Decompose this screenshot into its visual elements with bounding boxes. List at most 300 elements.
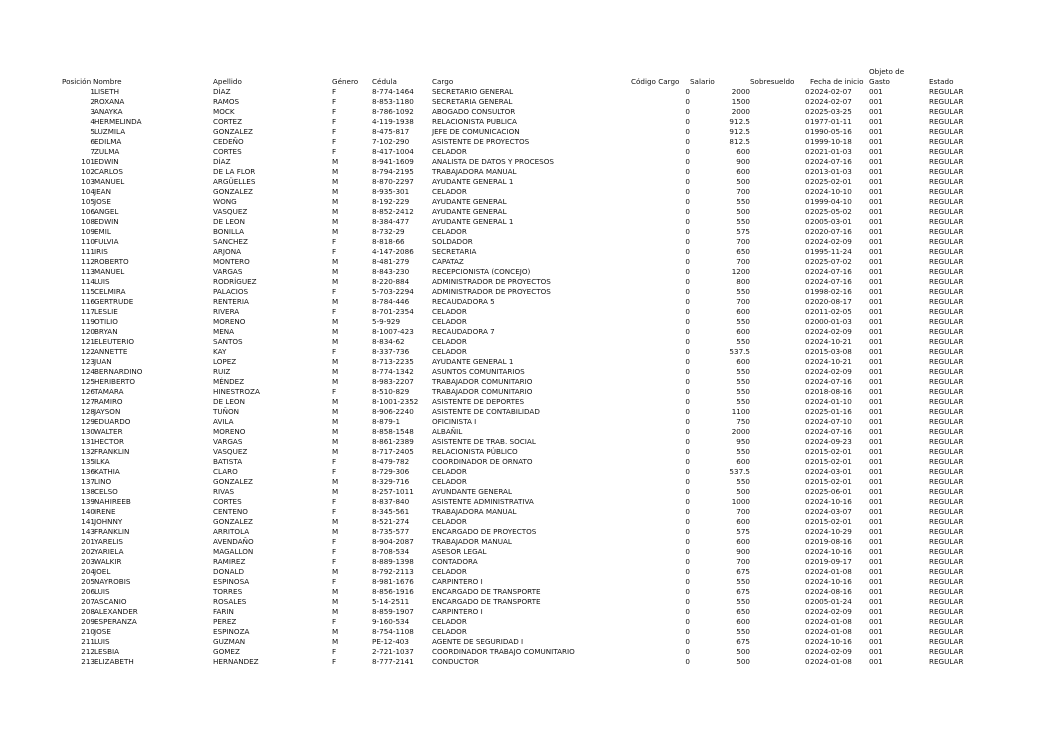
cell-cedula: PE-12-403 (372, 637, 409, 646)
cell-estado: REGULAR (929, 617, 964, 626)
cell-posicion: 135 (81, 457, 95, 466)
header-codigo-cargo: Código Cargo (631, 77, 680, 86)
cell-estado: REGULAR (929, 237, 964, 246)
cell-sobresueldo: 0 (805, 567, 810, 576)
cell-genero: M (332, 257, 339, 266)
cell-genero: M (332, 227, 339, 236)
cell-salario: 912.5 (729, 117, 750, 126)
cell-salario: 1100 (731, 407, 750, 416)
cell-apellido: AVENDAÑO (213, 537, 254, 546)
cell-cedula: 8-717-2405 (372, 447, 414, 456)
cell-fecha-inicio: 2013-01-03 (810, 167, 852, 176)
cell-codigo-cargo: 0 (685, 467, 690, 476)
cell-nombre: LUIS (94, 587, 110, 596)
cell-salario: 675 (736, 567, 750, 576)
cell-cedula: 8-843-230 (372, 267, 410, 276)
cell-cedula: 8-713-2235 (372, 357, 414, 366)
cell-nombre: JOSE (94, 197, 111, 206)
cell-salario: 1200 (731, 267, 750, 276)
cell-cedula: 8-784-446 (372, 297, 410, 306)
cell-cedula: 8-941-1609 (372, 157, 414, 166)
cell-cargo: ASISTENTE DE PROYECTOS (432, 137, 530, 146)
cell-nombre: ELIZABETH (94, 657, 134, 666)
header-objeto-gasto-line2: Gasto (869, 77, 890, 86)
cell-fecha-inicio: 2024-02-07 (810, 97, 852, 106)
cell-posicion: 111 (81, 247, 95, 256)
cell-apellido: PEREZ (213, 617, 237, 626)
cell-cedula: 8-935-301 (372, 187, 410, 196)
cell-posicion: 116 (81, 297, 95, 306)
cell-cargo: ASESOR LEGAL (432, 547, 487, 556)
cell-salario: 600 (736, 327, 750, 336)
cell-nombre: LUZMILA (94, 127, 126, 136)
cell-cedula: 4-119-1938 (372, 117, 414, 126)
cell-cedula: 8-774-1342 (372, 367, 414, 376)
cell-objeto-gasto: 001 (869, 137, 883, 146)
cell-posicion: 124 (81, 367, 95, 376)
cell-apellido: HERNANDEZ (213, 657, 259, 666)
cell-salario: 600 (736, 457, 750, 466)
cell-salario: 812.5 (729, 137, 750, 146)
cell-sobresueldo: 0 (805, 577, 810, 586)
cell-sobresueldo: 0 (805, 547, 810, 556)
cell-sobresueldo: 0 (805, 397, 810, 406)
cell-cargo: CELADOR (432, 307, 467, 316)
cell-apellido: CORTES (213, 147, 242, 156)
cell-apellido: RODRÍGUEZ (213, 277, 257, 286)
cell-cedula: 5-703-2294 (372, 287, 414, 296)
cell-apellido: HINESTROZA (213, 387, 260, 396)
cell-estado: REGULAR (929, 537, 964, 546)
cell-genero: F (332, 617, 337, 626)
cell-apellido: RAMIREZ (213, 557, 246, 566)
cell-nombre: MANUEL (94, 177, 125, 186)
cell-objeto-gasto: 001 (869, 557, 883, 566)
cell-cargo: ADMINISTRADOR DE PROYECTOS (432, 287, 551, 296)
cell-fecha-inicio: 2024-02-09 (810, 237, 852, 246)
cell-codigo-cargo: 0 (685, 207, 690, 216)
cell-cargo: CARPINTERO I (432, 577, 483, 586)
cell-cedula: 7-102-290 (372, 137, 410, 146)
cell-fecha-inicio: 2024-02-09 (810, 327, 852, 336)
cell-cargo: COORDINADOR TRABAJO COMUNITARIO (432, 647, 575, 656)
cell-genero: M (332, 527, 339, 536)
cell-objeto-gasto: 001 (869, 197, 883, 206)
cell-sobresueldo: 0 (805, 97, 810, 106)
cell-cedula: 8-774-1464 (372, 87, 414, 96)
cell-cargo: ENCARGADO DE TRANSPORTE (432, 597, 541, 606)
cell-estado: REGULAR (929, 227, 964, 236)
cell-apellido: ARGÜELLES (213, 177, 256, 186)
cell-posicion: 125 (81, 377, 95, 386)
cell-apellido: DE LEON (213, 397, 245, 406)
cell-codigo-cargo: 0 (685, 127, 690, 136)
cell-cedula: 8-481-279 (372, 257, 410, 266)
cell-nombre: JOHNNY (94, 517, 123, 526)
cell-estado: REGULAR (929, 187, 964, 196)
cell-codigo-cargo: 0 (685, 377, 690, 386)
cell-posicion: 114 (81, 277, 95, 286)
cell-objeto-gasto: 001 (869, 517, 883, 526)
cell-genero: M (332, 267, 339, 276)
cell-genero: M (332, 407, 339, 416)
cell-nombre: ZULMA (94, 147, 120, 156)
cell-sobresueldo: 0 (805, 237, 810, 246)
cell-posicion: 131 (81, 437, 95, 446)
cell-estado: REGULAR (929, 377, 964, 386)
cell-fecha-inicio: 2024-10-21 (810, 337, 852, 346)
cell-apellido: SANCHEZ (213, 237, 248, 246)
cell-genero: F (332, 577, 337, 586)
cell-salario: 2000 (731, 87, 750, 96)
cell-posicion: 110 (81, 237, 95, 246)
cell-codigo-cargo: 0 (685, 107, 690, 116)
cell-nombre: HECTOR (94, 437, 125, 446)
cell-cedula: 8-794-2195 (372, 167, 414, 176)
cell-nombre: RAMIRO (94, 397, 123, 406)
cell-genero: F (332, 457, 337, 466)
cell-codigo-cargo: 0 (685, 647, 690, 656)
cell-objeto-gasto: 001 (869, 247, 883, 256)
cell-estado: REGULAR (929, 567, 964, 576)
cell-fecha-inicio: 2024-10-16 (810, 577, 852, 586)
cell-objeto-gasto: 001 (869, 497, 883, 506)
cell-apellido: PALACIOS (213, 287, 249, 296)
cell-salario: 650 (736, 607, 750, 616)
cell-sobresueldo: 0 (805, 507, 810, 516)
cell-apellido: MAGALLON (213, 547, 254, 556)
cell-genero: M (332, 477, 339, 486)
cell-nombre: BERNARDINO (94, 367, 143, 376)
cell-posicion: 109 (81, 227, 95, 236)
cell-salario: 550 (736, 387, 750, 396)
cell-sobresueldo: 0 (805, 157, 810, 166)
cell-fecha-inicio: 2025-03-25 (810, 107, 852, 116)
cell-sobresueldo: 0 (805, 497, 810, 506)
cell-sobresueldo: 0 (805, 367, 810, 376)
cell-apellido: ARRITOLA (213, 527, 250, 536)
cell-cedula: 8-732-29 (372, 227, 405, 236)
cell-objeto-gasto: 001 (869, 157, 883, 166)
cell-fecha-inicio: 2024-07-16 (810, 267, 852, 276)
cell-cargo: ASISTENTE DE TRAB. SOCIAL (432, 437, 536, 446)
cell-fecha-inicio: 2020-07-16 (810, 227, 852, 236)
cell-apellido: TUÑON (213, 407, 240, 416)
cell-salario: 550 (736, 627, 750, 636)
cell-fecha-inicio: 1999-10-18 (810, 137, 852, 146)
cell-objeto-gasto: 001 (869, 297, 883, 306)
cell-estado: REGULAR (929, 287, 964, 296)
cell-fecha-inicio: 2024-01-08 (810, 617, 852, 626)
cell-nombre: JEAN (94, 187, 111, 196)
cell-genero: M (332, 397, 339, 406)
cell-objeto-gasto: 001 (869, 457, 883, 466)
cell-cedula: 8-786-1092 (372, 107, 414, 116)
cell-objeto-gasto: 001 (869, 257, 883, 266)
cell-cedula: 8-475-817 (372, 127, 410, 136)
cell-genero: F (332, 107, 337, 116)
cell-sobresueldo: 0 (805, 337, 810, 346)
cell-genero: M (332, 357, 339, 366)
cell-objeto-gasto: 001 (869, 467, 883, 476)
cell-cedula: 8-729-306 (372, 467, 410, 476)
cell-cedula: 8-879-1 (372, 417, 401, 426)
cell-posicion: 209 (81, 617, 95, 626)
cell-salario: 912.5 (729, 127, 750, 136)
cell-cedula: 8-510-829 (372, 387, 410, 396)
cell-cargo: ENCARGADO DE TRANSPORTE (432, 587, 541, 596)
cell-objeto-gasto: 001 (869, 187, 883, 196)
cell-posicion: 210 (81, 627, 95, 636)
cell-estado: REGULAR (929, 517, 964, 526)
cell-posicion: 206 (81, 587, 95, 596)
cell-cedula: 8-1001-2352 (372, 397, 419, 406)
cell-salario: 550 (736, 447, 750, 456)
cell-nombre: CELMIRA (94, 287, 126, 296)
cell-posicion: 122 (81, 347, 95, 356)
cell-codigo-cargo: 0 (685, 87, 690, 96)
cell-fecha-inicio: 2024-01-10 (810, 397, 852, 406)
cell-cedula: 8-754-1108 (372, 627, 414, 636)
cell-apellido: RIVAS (213, 487, 235, 496)
cell-nombre: LUIS (94, 277, 110, 286)
cell-salario: 700 (736, 557, 750, 566)
cell-codigo-cargo: 0 (685, 177, 690, 186)
cell-cedula: 8-792-2113 (372, 567, 414, 576)
cell-objeto-gasto: 001 (869, 287, 883, 296)
cell-fecha-inicio: 2015-02-01 (810, 477, 852, 486)
cell-salario: 550 (736, 317, 750, 326)
cell-estado: REGULAR (929, 137, 964, 146)
cell-genero: M (332, 217, 339, 226)
cell-apellido: DE LEON (213, 217, 245, 226)
cell-cargo: COORDINADOR DE ORNATO (432, 457, 533, 466)
header-nombre: Nombre (93, 77, 122, 86)
cell-nombre: ROBERTO (94, 257, 129, 266)
cell-nombre: EDWIN (94, 217, 119, 226)
cell-cargo: TRABAJADORA MANUAL (432, 507, 517, 516)
cell-cedula: 5-14-2511 (372, 597, 410, 606)
cell-objeto-gasto: 001 (869, 217, 883, 226)
cell-estado: REGULAR (929, 397, 964, 406)
cell-salario: 500 (736, 657, 750, 666)
cell-cargo: ASISTENTE DE CONTABILIDAD (432, 407, 540, 416)
cell-salario: 2000 (731, 107, 750, 116)
cell-estado: REGULAR (929, 327, 964, 336)
cell-sobresueldo: 0 (805, 447, 810, 456)
cell-fecha-inicio: 1990-05-16 (810, 127, 852, 136)
cell-estado: REGULAR (929, 587, 964, 596)
cell-cedula: 8-853-1180 (372, 97, 414, 106)
cell-sobresueldo: 0 (805, 167, 810, 176)
cell-estado: REGULAR (929, 427, 964, 436)
cell-estado: REGULAR (929, 127, 964, 136)
cell-salario: 750 (736, 417, 750, 426)
cell-estado: REGULAR (929, 597, 964, 606)
cell-objeto-gasto: 001 (869, 277, 883, 286)
cell-fecha-inicio: 2019-09-17 (810, 557, 852, 566)
cell-objeto-gasto: 001 (869, 597, 883, 606)
cell-sobresueldo: 0 (805, 427, 810, 436)
cell-apellido: TORRES (213, 587, 243, 596)
cell-posicion: 140 (81, 507, 95, 516)
cell-estado: REGULAR (929, 417, 964, 426)
cell-posicion: 5 (90, 127, 95, 136)
header-sobresueldo: Sobresueldo (750, 77, 795, 86)
cell-fecha-inicio: 2024-10-16 (810, 547, 852, 556)
cell-salario: 1500 (731, 97, 750, 106)
cell-nombre: LINO (94, 477, 112, 486)
cell-sobresueldo: 0 (805, 347, 810, 356)
cell-estado: REGULAR (929, 107, 964, 116)
cell-objeto-gasto: 001 (869, 127, 883, 136)
cell-posicion: 201 (81, 537, 95, 546)
cell-cargo: CELADOR (432, 467, 467, 476)
cell-apellido: VARGAS (213, 267, 243, 276)
cell-estado: REGULAR (929, 257, 964, 266)
cell-objeto-gasto: 001 (869, 657, 883, 666)
cell-cargo: ENCARGADO DE PROYECTOS (432, 527, 537, 536)
cell-apellido: MORENO (213, 317, 246, 326)
cell-codigo-cargo: 0 (685, 337, 690, 346)
cell-objeto-gasto: 001 (869, 367, 883, 376)
cell-fecha-inicio: 2024-03-07 (810, 507, 852, 516)
cell-salario: 550 (736, 377, 750, 386)
cell-salario: 675 (736, 637, 750, 646)
cell-cargo: TRABAJADOR COMUNITARIO (432, 387, 533, 396)
cell-codigo-cargo: 0 (685, 607, 690, 616)
cell-genero: M (332, 187, 339, 196)
cell-cedula: 2-721-1037 (372, 647, 414, 656)
cell-cargo: JEFE DE COMUNICACION (432, 127, 520, 136)
cell-cargo: CELADOR (432, 627, 467, 636)
cell-codigo-cargo: 0 (685, 247, 690, 256)
cell-estado: REGULAR (929, 557, 964, 566)
cell-codigo-cargo: 0 (685, 457, 690, 466)
cell-sobresueldo: 0 (805, 277, 810, 286)
cell-apellido: CENTENO (213, 507, 248, 516)
cell-apellido: GONZALEZ (213, 187, 253, 196)
cell-posicion: 128 (81, 407, 95, 416)
cell-objeto-gasto: 001 (869, 447, 883, 456)
cell-sobresueldo: 0 (805, 617, 810, 626)
cell-genero: M (332, 197, 339, 206)
cell-apellido: CORTES (213, 497, 242, 506)
cell-apellido: RAMOS (213, 97, 240, 106)
cell-nombre: EMIL (94, 227, 111, 236)
header-salario: Salario (690, 77, 715, 86)
cell-estado: REGULAR (929, 657, 964, 666)
cell-sobresueldo: 0 (805, 387, 810, 396)
cell-cedula: 8-834-62 (372, 337, 405, 346)
cell-salario: 550 (736, 217, 750, 226)
cell-genero: M (332, 297, 339, 306)
cell-cargo: AGENTE DE SEGURIDAD I (432, 637, 524, 646)
cell-fecha-inicio: 2015-02-01 (810, 447, 852, 456)
cell-apellido: MORENO (213, 427, 246, 436)
cell-posicion: 207 (81, 597, 95, 606)
cell-sobresueldo: 0 (805, 87, 810, 96)
cell-fecha-inicio: 2011-02-05 (810, 307, 852, 316)
cell-fecha-inicio: 2024-02-09 (810, 647, 852, 656)
cell-codigo-cargo: 0 (685, 497, 690, 506)
cell-fecha-inicio: 2024-07-10 (810, 417, 852, 426)
cell-genero: M (332, 597, 339, 606)
cell-cargo: AYUDANTE GENERAL 1 (432, 217, 514, 226)
cell-codigo-cargo: 0 (685, 487, 690, 496)
cell-objeto-gasto: 001 (869, 337, 883, 346)
cell-codigo-cargo: 0 (685, 397, 690, 406)
cell-nombre: YARELIS (94, 537, 123, 546)
cell-genero: M (332, 587, 339, 596)
cell-apellido: DONALD (213, 567, 245, 576)
cell-genero: F (332, 537, 337, 546)
cell-apellido: WONG (213, 197, 237, 206)
cell-codigo-cargo: 0 (685, 197, 690, 206)
cell-codigo-cargo: 0 (685, 387, 690, 396)
cell-salario: 675 (736, 587, 750, 596)
cell-nombre: TAMARA (94, 387, 124, 396)
cell-posicion: 211 (81, 637, 95, 646)
cell-apellido: CORTEZ (213, 117, 243, 126)
cell-objeto-gasto: 001 (869, 417, 883, 426)
cell-cedula: 8-220-884 (372, 277, 410, 286)
cell-salario: 2000 (731, 427, 750, 436)
cell-apellido: ESPINOSA (213, 577, 250, 586)
cell-sobresueldo: 0 (805, 327, 810, 336)
cell-cargo: AYUDANTE GENERAL (432, 197, 507, 206)
cell-fecha-inicio: 2025-07-02 (810, 257, 852, 266)
cell-objeto-gasto: 001 (869, 647, 883, 656)
cell-nombre: GERTRUDE (94, 297, 134, 306)
cell-salario: 500 (736, 487, 750, 496)
cell-nombre: WALKIR (94, 557, 122, 566)
cell-objeto-gasto: 001 (869, 307, 883, 316)
cell-cargo: TRABAJADOR MANUAL (432, 537, 512, 546)
cell-sobresueldo: 0 (805, 137, 810, 146)
cell-salario: 600 (736, 167, 750, 176)
cell-sobresueldo: 0 (805, 287, 810, 296)
cell-nombre: ESPERANZA (94, 617, 137, 626)
cell-nombre: OTILIO (94, 317, 118, 326)
cell-salario: 600 (736, 537, 750, 546)
cell-sobresueldo: 0 (805, 537, 810, 546)
cell-cargo: ALBAÑIL (432, 427, 463, 436)
cell-posicion: 123 (81, 357, 95, 366)
cell-cargo: AYUDANTE GENERAL 1 (432, 177, 514, 186)
cell-genero: F (332, 387, 337, 396)
cell-codigo-cargo: 0 (685, 407, 690, 416)
cell-sobresueldo: 0 (805, 357, 810, 366)
cell-apellido: GONZALEZ (213, 517, 253, 526)
cell-sobresueldo: 0 (805, 467, 810, 476)
cell-nombre: JUAN (94, 357, 112, 366)
cell-objeto-gasto: 001 (869, 267, 883, 276)
cell-cargo: CAPATAZ (432, 257, 464, 266)
cell-fecha-inicio: 2015-03-08 (810, 347, 852, 356)
cell-cedula: 8-852-2412 (372, 207, 414, 216)
cell-sobresueldo: 0 (805, 127, 810, 136)
cell-cargo: RELACIONISTA PUBLICA (432, 117, 517, 126)
cell-fecha-inicio: 1977-01-11 (810, 117, 852, 126)
cell-codigo-cargo: 0 (685, 587, 690, 596)
cell-posicion: 139 (81, 497, 95, 506)
cell-estado: REGULAR (929, 267, 964, 276)
cell-posicion: 203 (81, 557, 95, 566)
cell-estado: REGULAR (929, 297, 964, 306)
cell-cargo: CONDUCTOR (432, 657, 479, 666)
cell-cargo: CELADOR (432, 617, 467, 626)
